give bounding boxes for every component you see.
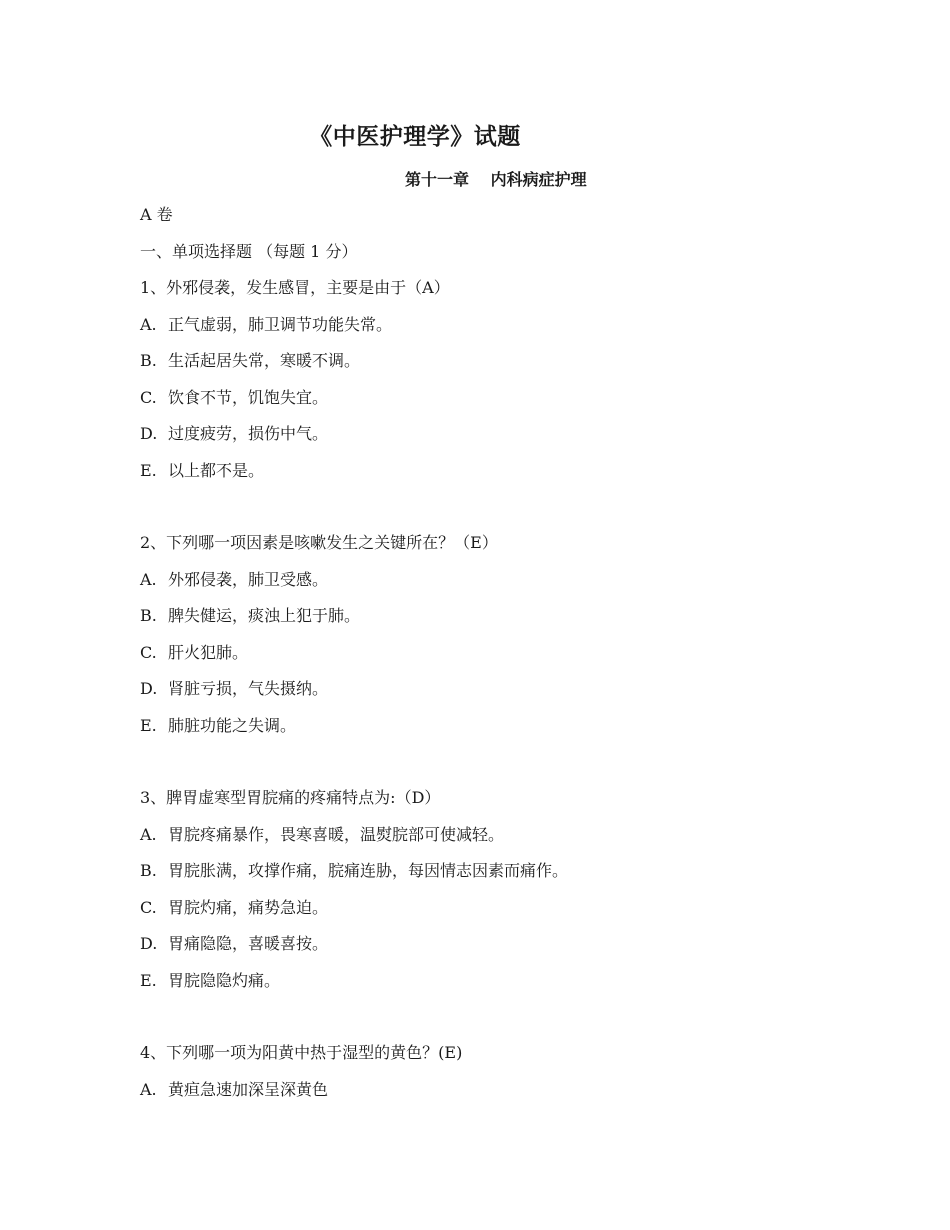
option-text: 脾失健运，痰浊上犯于肺。 xyxy=(168,606,361,625)
option-row xyxy=(140,969,920,1006)
option-text: 生活起居失常，寒暖不调。 xyxy=(168,351,361,370)
option-text: 胃脘隐隐灼痛。 xyxy=(168,970,281,990)
option-row xyxy=(140,641,920,678)
option-row xyxy=(140,859,920,896)
option-letter: B. xyxy=(140,861,157,880)
question-stem: 3、脾胃虚寒型胃脘痛的疼痛特点为:（D） xyxy=(140,788,441,807)
option-row xyxy=(140,714,920,751)
document-body xyxy=(140,203,920,1114)
document-title: 《中医护理学》试题 xyxy=(309,123,521,150)
option-text: 肝火犯肺。 xyxy=(168,642,249,662)
option-letter: E. xyxy=(140,715,157,735)
option-letter: E. xyxy=(140,460,157,480)
option-text: 肾脏亏损，气失摄纳。 xyxy=(168,679,329,698)
question-stem: 2、下列哪一项因素是咳嗽发生之关键所在？（E） xyxy=(140,533,498,552)
option-letter: A. xyxy=(140,314,157,334)
option-text: 胃脘疼痛暴作，畏寒喜暖，温熨脘部可使减轻。 xyxy=(168,824,505,844)
option-row xyxy=(140,313,920,350)
option-letter: A. xyxy=(140,1079,157,1099)
option-text: 肺脏功能之失调。 xyxy=(168,715,297,735)
option-text: 过度疲劳，损伤中气。 xyxy=(168,424,329,443)
option-text: 外邪侵袭，肺卫受感。 xyxy=(168,569,329,589)
option-row xyxy=(140,677,920,714)
option-letter: C. xyxy=(140,642,157,662)
option-letter: A. xyxy=(140,824,157,844)
option-row xyxy=(140,349,920,386)
section-heading: 一、单项选择题 （每题 1 分） xyxy=(140,241,358,261)
option-row xyxy=(140,604,920,641)
option-row xyxy=(140,823,920,860)
option-letter: A. xyxy=(140,569,157,589)
option-row xyxy=(140,1078,920,1115)
option-row xyxy=(140,459,920,496)
option-text: 胃脘胀满，攻撑作痛，脘痛连胁，每因情志因素而痛作。 xyxy=(168,861,569,880)
question-stem: 1、外邪侵袭，发生感冒，主要是由于（A） xyxy=(140,278,450,297)
option-row xyxy=(140,568,920,605)
option-text: 胃脘灼痛，痛势急迫。 xyxy=(168,897,329,917)
option-letter: D. xyxy=(140,679,158,698)
option-row xyxy=(140,896,920,933)
option-text: 饮食不节，饥饱失宜。 xyxy=(168,387,329,407)
chapter-heading: 第十一章 内科病症护理 xyxy=(405,170,587,189)
paper-label: A 卷 xyxy=(140,205,173,224)
option-letter: E. xyxy=(140,970,157,990)
option-letter: B. xyxy=(140,606,157,625)
question-spacer xyxy=(140,495,920,531)
question-stem: 4、下列哪一项为阳黄中热于湿型的黄色？(E) xyxy=(140,1043,463,1062)
option-row xyxy=(140,422,920,459)
option-letter: D. xyxy=(140,934,158,953)
option-text: 黄疸急速加深呈深黄色 xyxy=(168,1079,329,1099)
option-text: 胃痛隐隐，喜暖喜按。 xyxy=(168,934,329,953)
option-row xyxy=(140,932,920,969)
question-spacer xyxy=(140,750,920,786)
option-letter: C. xyxy=(140,897,157,917)
option-text: 以上都不是。 xyxy=(168,460,265,480)
option-row xyxy=(140,386,920,423)
option-letter: C. xyxy=(140,387,157,407)
question-spacer xyxy=(140,1005,920,1041)
option-letter: B. xyxy=(140,351,157,370)
option-text: 正气虚弱，肺卫调节功能失常。 xyxy=(168,314,393,334)
option-letter: D. xyxy=(140,424,158,443)
